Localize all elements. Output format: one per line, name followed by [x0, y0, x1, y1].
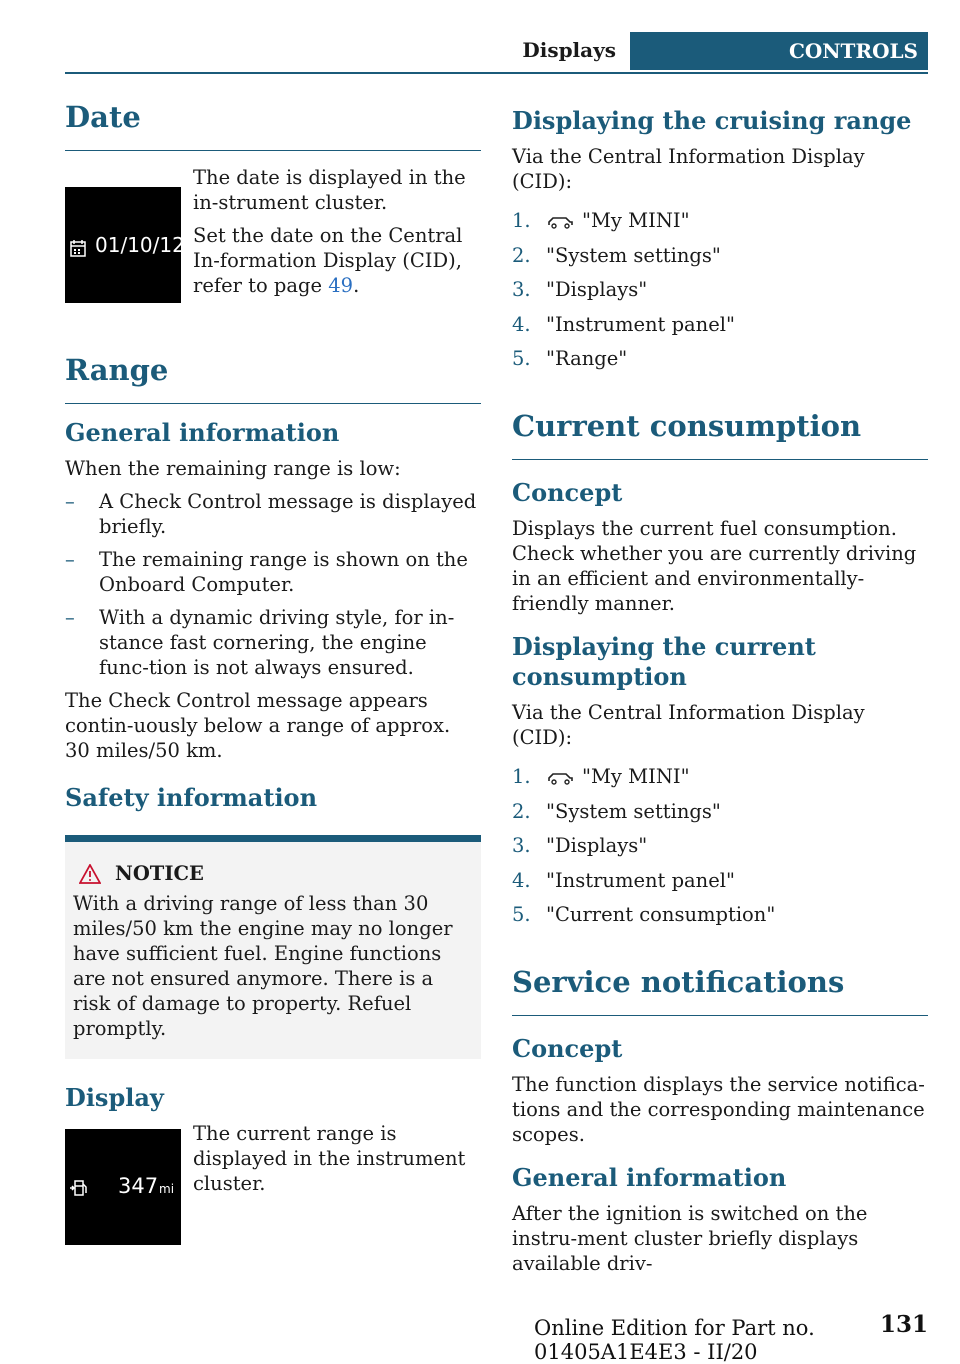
subsection-title-service-concept: Concept [512, 1034, 623, 1063]
subsection-title-general-information: General information [65, 418, 340, 447]
date-paragraph-1: The date is displayed in the in-strument cluster. [193, 166, 466, 214]
calendar-icon [70, 239, 86, 257]
consumption-steps-list [512, 764, 928, 927]
subsection-title-concept: Concept [512, 478, 623, 507]
list-item: 3. "Displays" [512, 834, 648, 857]
list-item: 4. "Instrument panel" [512, 312, 735, 336]
page-link[interactable]: 49 [328, 274, 354, 297]
range-after-text: The Check Control message appears contin-uously below a range of approx. 30 miles/50 km. [65, 689, 451, 762]
date-display-value: 01/10/12 [95, 233, 185, 257]
list-item: 5. "Range" [512, 347, 628, 370]
list-item: 1. "My MINI" [512, 765, 690, 788]
list-item: 1. "My MINI" [512, 209, 690, 232]
list-item: 2. "System settings" [512, 799, 721, 823]
subsection-title-cruising-range: Displaying the cruising range [512, 106, 912, 135]
section-title-service-notifications: Service notifications [512, 965, 928, 1016]
list-item: – The remaining range is shown on the Onboard Computer. [65, 547, 481, 597]
list-item: – A Check Control message is displayed briefly. [65, 489, 481, 539]
notice-box [65, 835, 481, 1059]
cruising-intro: Via the Central Information Display (CID): [512, 145, 865, 193]
car-icon [546, 215, 574, 229]
subsection-title-service-general-information: General information [512, 1163, 787, 1192]
subsection-title-displaying-current-consumption: Displaying the current consumption [512, 632, 816, 691]
section-title-range: Range [65, 353, 481, 404]
list-item: 3. "Displays" [512, 278, 648, 301]
range-intro: When the remaining range is low: [65, 457, 401, 480]
range-display-value: 347 [118, 1174, 159, 1198]
range-display-text: The current range is displayed in the instrument cluster. [193, 1122, 466, 1195]
range-display-unit: mi [159, 1182, 175, 1196]
warning-triangle-icon [79, 864, 101, 884]
range-bullet-list [65, 489, 481, 680]
page-number: 131 [879, 1311, 928, 1338]
service-general-text: After the ignition is switched on the instru-ment cluster briefly displays available driv- [512, 1202, 868, 1275]
notice-label: NOTICE [115, 862, 204, 885]
section-name: Displays [522, 38, 616, 62]
date-display-image [65, 187, 185, 303]
list-item: – With a dynamic driving style, for in-stance fast cornering, the engine func-tion is not always ensured. [65, 605, 481, 680]
notice-text: With a driving range of less than 30 miles/50 km the engine may no longer have sufficient fuel. Engine functions are not ensured anymore. There is a risk of damage to property. Refuel promptly. [73, 892, 453, 1040]
subsection-title-safety-information: Safety information [65, 783, 318, 812]
subsection-title-display: Display [65, 1083, 164, 1112]
list-item: 4. "Instrument panel" [512, 868, 735, 892]
edition-note: Online Edition for Part no. 01405A1E4E3 - II/20 [534, 1316, 815, 1364]
cruising-steps-list [512, 208, 928, 371]
consumption-concept-text: Displays the current fuel consumption. Check whether you are currently driving in an efficient and environmentally-friendly manner. [512, 517, 917, 615]
list-item: 5. "Current consumption" [512, 903, 776, 926]
car-icon [546, 771, 574, 785]
chapter-tab: CONTROLS [630, 32, 928, 70]
service-concept-text: The function displays the service notifica-tions and the corresponding maintenance scopes. [512, 1073, 925, 1146]
running-header [65, 32, 928, 74]
left-column [65, 100, 481, 1255]
section-title-current-consumption: Current consumption [512, 409, 928, 460]
section-title-date: Date [65, 100, 481, 151]
right-column [512, 100, 928, 1284]
consumption-intro: Via the Central Information Display (CID): [512, 701, 865, 749]
list-item: 2. "System settings" [512, 243, 721, 267]
fuel-pump-icon [69, 1179, 89, 1197]
date-paragraph-2: Set the date on the Central In-formation Display (CID), refer to page 49. [193, 224, 463, 297]
range-display-image [65, 1129, 181, 1245]
